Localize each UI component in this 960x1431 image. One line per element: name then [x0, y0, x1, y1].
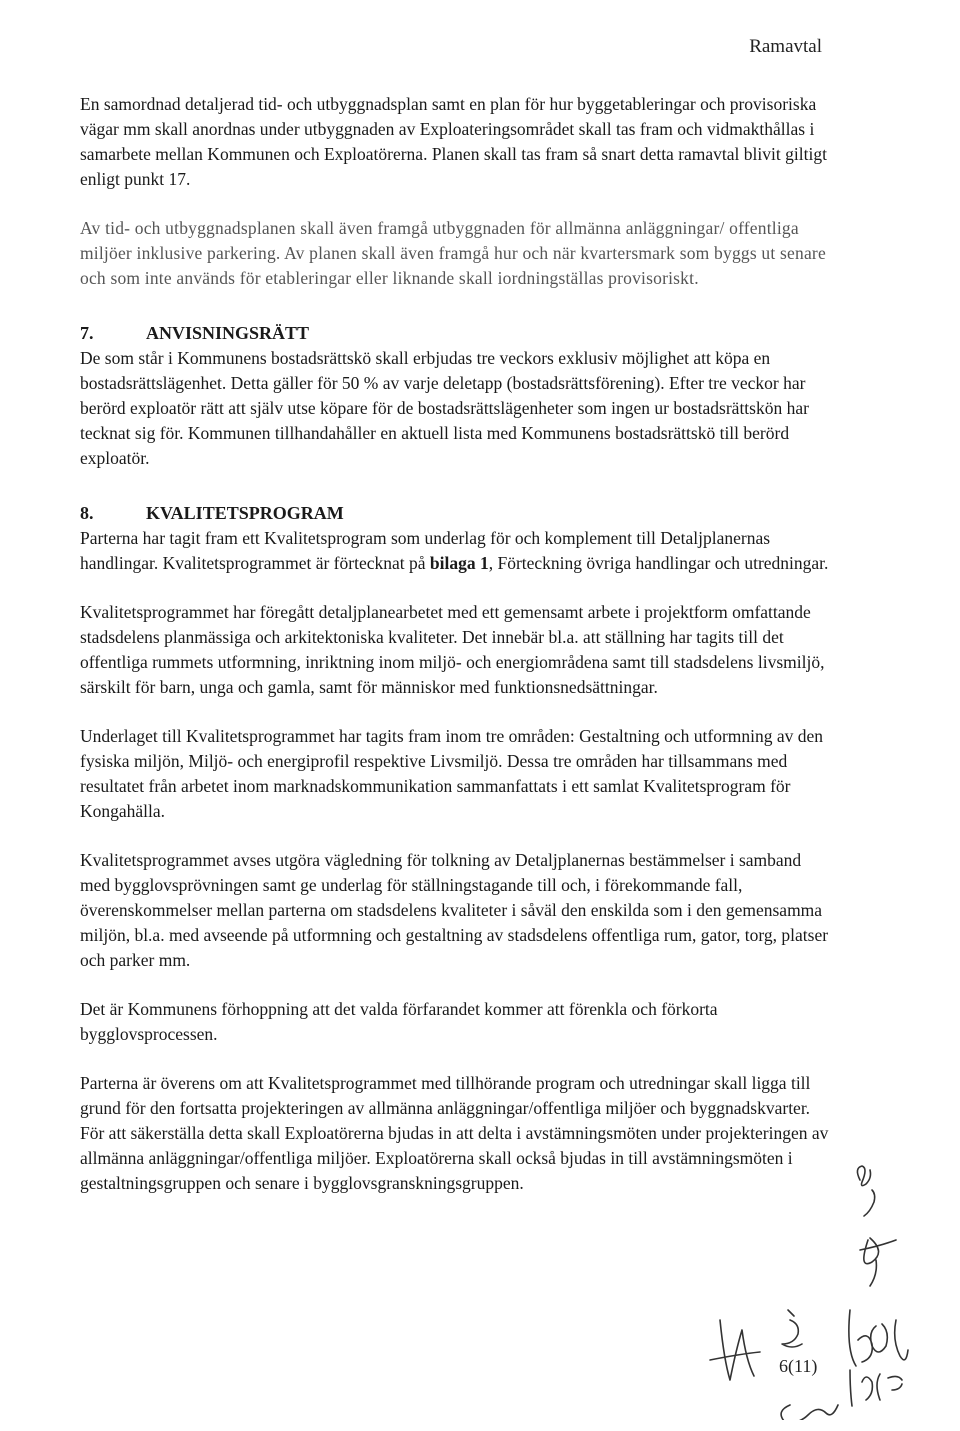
section-7-paragraph-1: De som står i Kommunens bostadsrättskö skall erbjudas tre veckors exklusiv möjlighet att köpa en bostadsrättslägenhet. Detta gäller för 50 % av varje deletapp (bostadsrättsförening). Efter tre veckor har berörd exploatör rätt att själv utse köpare för de bostadsrättslägenheter som ingen ur bostadsrättskön har tecknat sig för. Kommunen tillhandahåller en aktuell lista med Kommunens bostadsrättskö till berörd exploatör.	[80, 348, 809, 468]
section-7-number: 7.	[80, 323, 94, 343]
section-8-paragraph-4: Kvalitetsprogrammet avses utgöra vägledning för tolkning av Detaljplanernas bestämmelser i samband med bygglovsprövningen samt ge underlag för ställningstagande till och, i förekommande fall, överenskommelser mellan parterna om stadsdelens kvaliteter i såväl den enskilda som i den gemensamma miljön, bl.a. med avseende på utformning och gestaltning av stadsdelens offentliga rum, gator, torg, platser och parker mm.	[80, 850, 829, 970]
intro-paragraph-2: Av tid- och utbyggnadsplanen skall även framgå utbyggnaden för allmänna anläggningar/ offentliga miljöer inklusive parkering. Av planen skall även framgå hur och när kvartersmark som byggs ut senare och som inte används för etableringar eller liknande skall iordningställas provisoriskt.	[80, 218, 826, 288]
section-8-number: 8.	[80, 503, 94, 523]
page-number: 6(11)	[779, 1356, 818, 1376]
section-8-heading	[80, 501, 830, 526]
section-8-paragraph-1	[80, 526, 830, 576]
section-8-paragraph-6: Parterna är överens om att Kvalitetsprogrammet med tillhörande program och utredningar skall ligga till grund för den fortsatta projekteringen av allmänna anläggningar/offentliga miljöer och byggnadskvarter. För att säkerställa detta skall Exploatörerna bjudas in att delta i avstämningsmöten under projekteringen av allmänna anläggningar/offentliga miljöer. Exploatörerna skall också bjudas in till avstämningsmöten i gestaltningsgruppen och senare i bygglovsgranskningsgruppen.	[80, 1073, 829, 1193]
section-8-paragraph-1-text-a: Parterna har tagit fram ett Kvalitetsprogram som underlag för och komplement till Detaljplanernas handlingar. Kvalitetsprogrammet är förtecknat på	[80, 528, 771, 573]
document-body	[80, 92, 830, 1220]
attachment-reference: bilaga 1	[429, 553, 489, 573]
section-7-title: ANVISNINGSRÄTT	[146, 323, 310, 343]
section-8-paragraph-5: Det är Kommunens förhoppning att det valda förfarandet kommer att förenkla och förkorta bygglovsprocessen.	[80, 999, 718, 1044]
section-7-heading	[80, 321, 830, 346]
section-7-body	[80, 346, 830, 471]
handwritten-initials	[700, 1150, 930, 1420]
section-8-body	[80, 526, 830, 1196]
intro-paragraph-1: En samordnad detaljerad tid- och utbyggnadsplan samt en plan för hur byggetableringar och provisoriska vägar mm skall anordnas under utbyggnaden av Exploateringsområdet skall tas fram och vidmakthållas i samarbete mellan Kommunen och Exploatörerna. Planen skall tas fram så snart detta ramavtal blivit giltigt enligt punkt 17.	[80, 94, 827, 189]
section-8-paragraph-2: Kvalitetsprogrammet har föregått detaljplanearbetet med ett gemensamt arbete i projektform omfattande stadsdelens planmässiga och arkitektoniska kvaliteter. Det innebär bl.a. att ställning har tagits till det offentliga rummets utformning, inriktning inom miljö- och energiområdena samt till stadsdelens livsmiljö, särskilt för barn, unga och gamla, samt för människor med funktionsnedsättningar.	[80, 602, 825, 697]
page-header-title: Ramavtal	[749, 36, 822, 57]
section-8-title: KVALITETSPROGRAM	[146, 503, 344, 523]
section-8-paragraph-3: Underlaget till Kvalitetsprogrammet har tagits fram inom tre områden: Gestaltning och utformning av den fysiska miljön, Miljö- och energiprofil respektive Livsmiljö. Dessa tre områden har tillsammans med resultatet från arbetet inom marknadskommunikation sammanfattats i ett samlat Kvalitetsprogram för Kongahälla.	[80, 726, 824, 821]
section-8-paragraph-1-text-b: , Förteckning övriga handlingar och utredningar.	[488, 553, 829, 573]
